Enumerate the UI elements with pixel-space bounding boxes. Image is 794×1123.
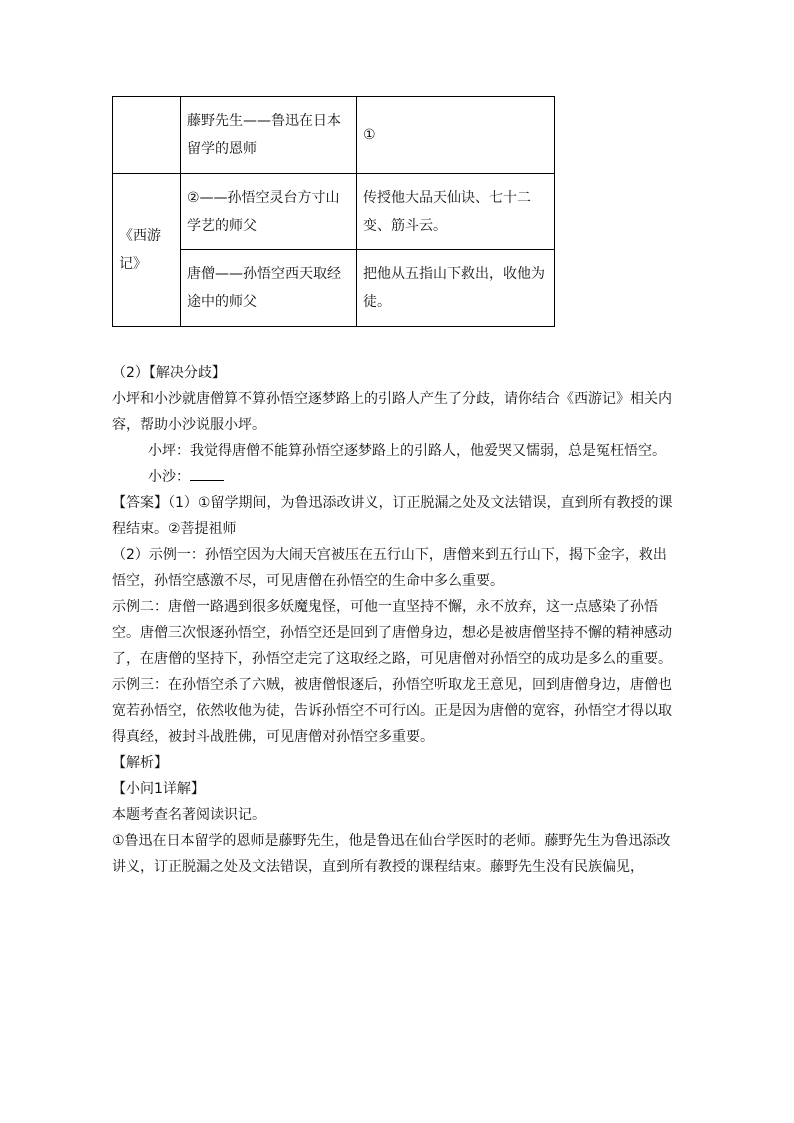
- dialogue-xiaoping: 小坪：我觉得唐僧不能算孙悟空逐梦路上的引路人，他爱哭又懦弱，总是冤枉悟空。: [148, 443, 666, 459]
- table-cell-detail: 把他从五指山下救出，收他为徒。: [357, 250, 555, 327]
- answer-example1: （2）示例一：孙悟空因为大闹天宫被压在五行山下，唐僧来到五行山下，揭下金字，救出悟空，孙悟空感激不尽，可见唐僧在孙悟空的生命中多么重要。: [112, 547, 667, 589]
- question-prompt: 小坪和小沙就唐僧算不算孙悟空逐梦路上的引路人产生了分歧，请你结合《西游记》相关内容，帮助小沙说服小坪。: [112, 391, 672, 433]
- answer-example2: 示例二：唐僧一路遇到很多妖魔鬼怪，可他一直坚持不懈，永不放弃，这一点感染了孙悟空。唐僧三次恨逐孙悟空，孙悟空还是回到了唐僧身边，想必是被唐僧坚持不懈的精神感动了，在唐僧的坚持下，孙悟空走完了这取经之路，可见唐僧对孙悟空的成功是多么的重要。: [112, 599, 672, 667]
- subquestion-heading: 【小问1详解】: [112, 781, 205, 797]
- dialogue-xiaosha: [112, 464, 680, 490]
- table-row: [113, 97, 555, 174]
- table-cell-book: [113, 97, 181, 174]
- answer-blank: [190, 466, 224, 481]
- document-body: [112, 360, 680, 880]
- analysis-heading: 【解析】: [112, 755, 168, 771]
- xiaosha-label: 小沙：: [148, 469, 190, 485]
- table-cell-detail: 传授他大品天仙诀、七十二变、筋斗云。: [357, 174, 555, 250]
- answer-part1: 【答案】（1）①留学期间，为鲁迅添改讲义，订正脱漏之处及文法错误，直到所有教授的课程结束。②菩提祖师: [112, 495, 673, 537]
- table-row: [113, 174, 555, 250]
- question-heading: （2）【解决分歧】: [112, 365, 226, 381]
- reference-table: [112, 96, 555, 327]
- analysis-body: ①鲁迅在日本留学的恩师是藤野先生，他是鲁迅在仙台学医时的老师。藤野先生为鲁迅添改讲义，订正脱漏之处及文法错误，直到所有教授的课程结束。藤野先生没有民族偏见，: [112, 833, 671, 875]
- answer-example3: 示例三：在孙悟空杀了六贼，被唐僧恨逐后，孙悟空听取龙王意见，回到唐僧身边，唐僧也宽若孙悟空，依然收他为徒，告诉孙悟空不可行凶。正是因为唐僧的宽容，孙悟空才得以取得真经，被封斗战胜佛，可见唐僧对孙悟空多重要。: [112, 677, 672, 745]
- table-cell-teacher: ②——孙悟空灵台方寸山学艺的师父: [181, 174, 357, 250]
- table-cell-book: 《西游记》: [113, 174, 181, 327]
- table-cell-teacher: 唐僧——孙悟空西天取经途中的师父: [181, 250, 357, 327]
- table-cell-teacher: 藤野先生——鲁迅在日本留学的恩师: [181, 97, 357, 174]
- table-cell-detail: ①: [357, 97, 555, 174]
- analysis-intro: 本题考查名著阅读识记。: [112, 807, 266, 823]
